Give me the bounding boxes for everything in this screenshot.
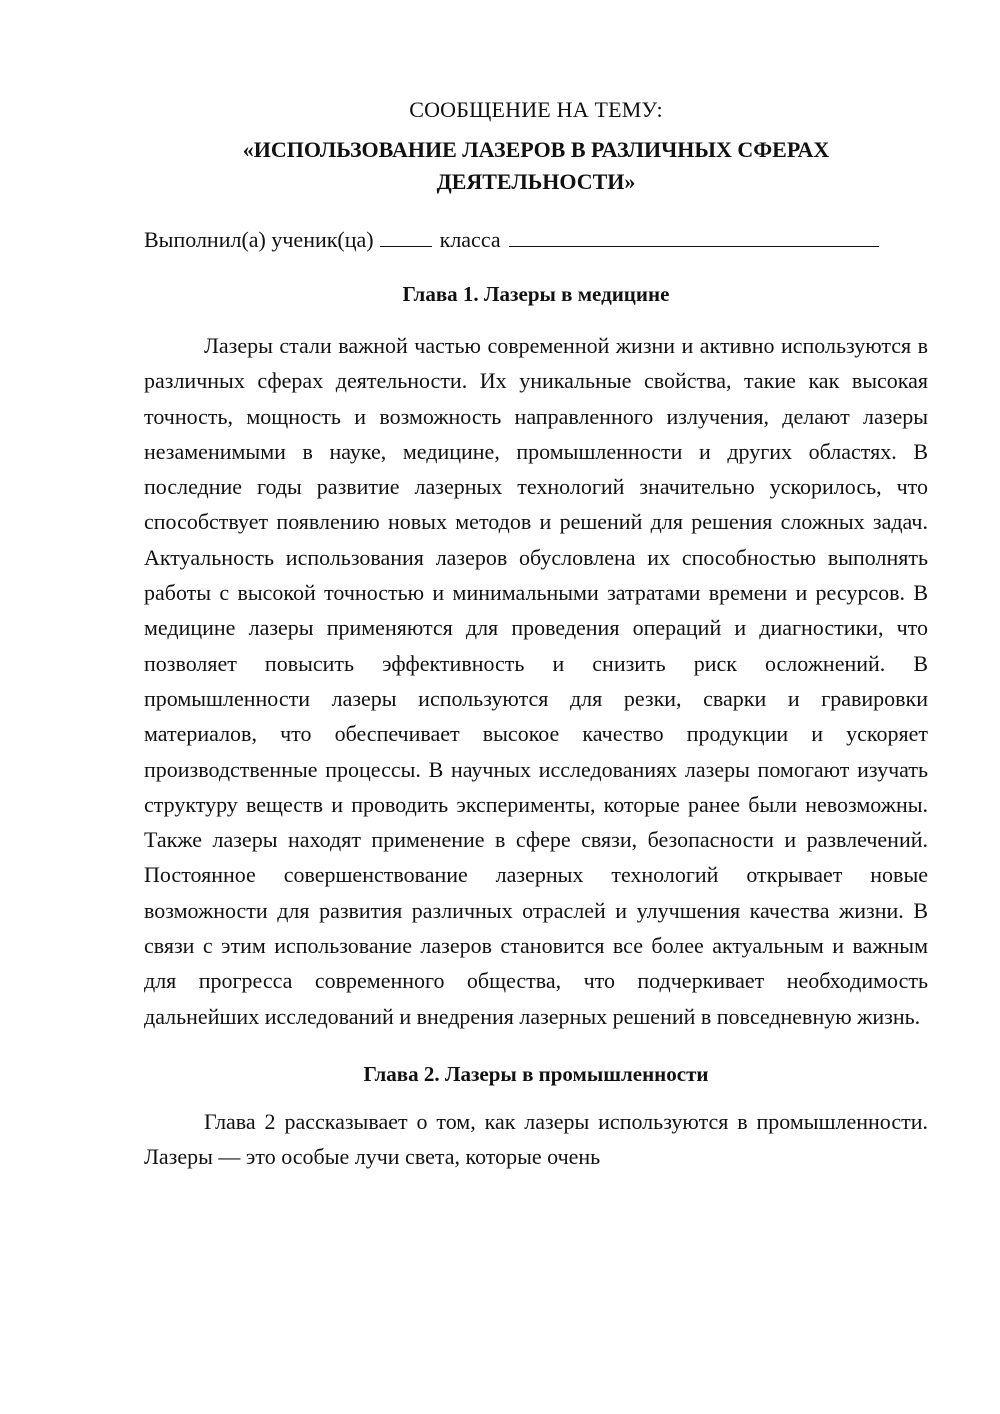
performer-label: Выполнил(а) ученик(ца): [144, 227, 374, 252]
chapter-2-paragraph: Глава 2 рассказывает о том, как лазеры используются в промышленности. Лазеры — это особые лучи света, которые очень: [144, 1108, 928, 1170]
document-body: [144, 92, 928, 1175]
chapter-2-heading: Глава 2. Лазеры в промышленности: [363, 1061, 709, 1086]
chapter-1-heading: Глава 1. Лазеры в медицине: [402, 282, 670, 306]
report-type-heading: СООБЩЕНИЕ НА ТЕМУ:: [409, 97, 663, 122]
class-number-blank: [380, 226, 432, 247]
chapter-1-paragraph: Лазеры стали важной частью современной жизни и активно используются в различных сферах деятельности. Их уникальные свойства, такие как высокая точность, мощность и возможность направленного излучения, делают лазеры незаменимыми в науке, медицине, промышленности и других областях. В последние годы развитие лазерных технологий значительно ускорилось, что способствует появлению новых методов и решений для решения сложных задач. Актуальность использования лазеров обусловлена их способностью выполнять работы с высокой точностью и минимальными затратами времени и ресурсов. В медицине лазеры применяются для проведения операций и диагностики, что позволяет повысить эффективность и снизить риск осложнений. В промышленности лазеры используются для резки, сварки и гравировки материалов, что обеспечивает высокое качество продукции и ускоряет производственные процессы. В научных исследованиях лазеры помогают изучать структуру веществ и проводить эксперименты, которые ранее были невозможны. Также лазеры находят применение в сфере связи, безопасности и развлечений. Постоянное совершенствование лазерных технологий открывает новые возможности для развития различных отраслей и улучшения качества жизни. В связи с этим использование лазеров становится все более актуальным и важным для прогресса современного общества, что подчеркивает необходимость дальнейших исследований и внедрения лазерных решений в повседневную жизнь.: [144, 333, 928, 1029]
student-name-blank: [509, 226, 879, 247]
class-label: класса: [439, 227, 501, 252]
report-title: «ИСПОЛЬЗОВАНИЕ ЛАЗЕРОВ В РАЗЛИЧНЫХ СФЕРАХ ДЕЯТЕЛЬНОСТИ»: [242, 137, 830, 194]
performer-line: [144, 224, 928, 256]
